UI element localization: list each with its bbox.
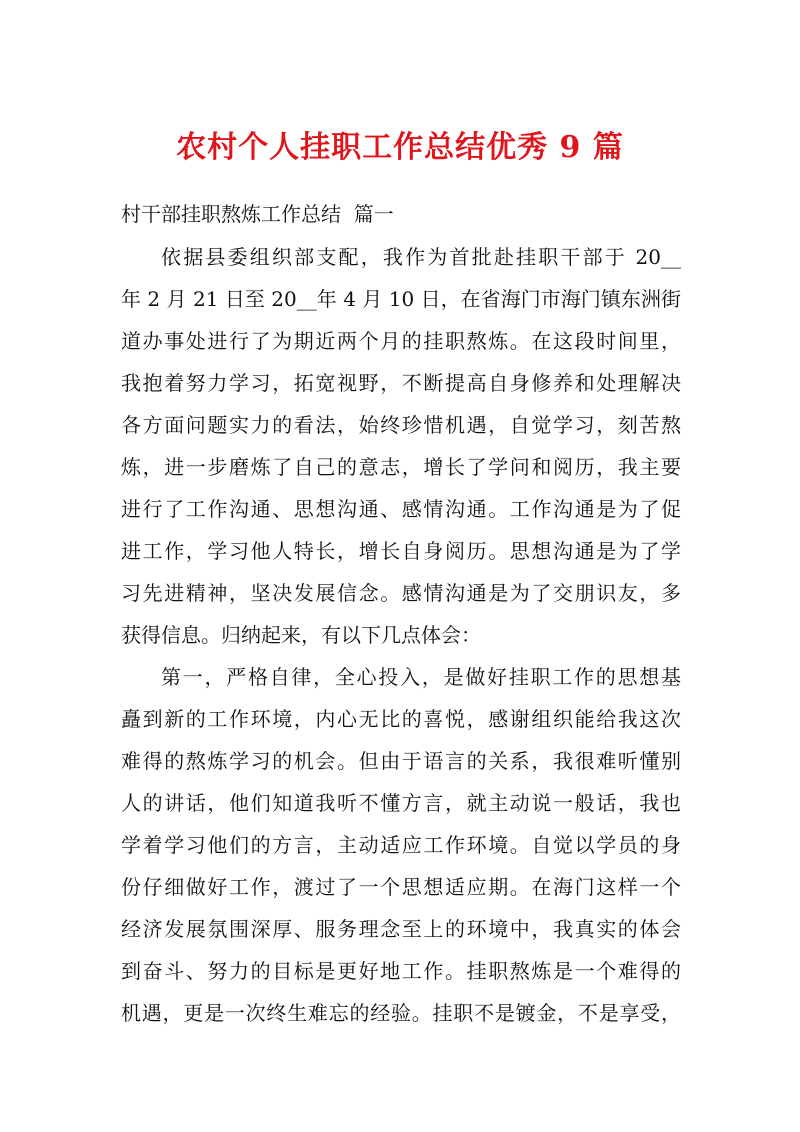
paragraph-2 (121, 656, 681, 1034)
paragraph-line: 第一，严格自律，全心投入，是做好挂职工作的思想基 (161, 665, 681, 689)
section-heading: 村干部挂职熬炼工作总结 篇一 (121, 202, 394, 226)
paragraph-line: 机遇，更是一次终生难忘的经验。挂职不是镀金，不是享受， (121, 1001, 681, 1025)
paragraph-1 (121, 236, 681, 656)
paragraph-line: 进工作，学习他人特长，增长自身阅历。思想沟通是为了学 (121, 539, 681, 563)
paragraph-line: 获得信息。归纳起来，有以下几点体会： (121, 623, 481, 647)
paragraph-line: 我抱着努力学习，拓宽视野，不断提高自身修养和处理解决 (121, 371, 681, 395)
paragraph-line: 经济发展氛围深厚、服务理念至上的环境中，我真实的体会 (121, 917, 681, 941)
paragraph-line: 年 2 月 21 日至 20__年 4 月 10 日，在省海门市海门镇东洲街 (121, 287, 681, 311)
paragraph-line: 进行了工作沟通、思想沟通、感情沟通。工作沟通是为了促 (121, 497, 681, 521)
paragraph-line: 人的讲话，他们知道我听不懂方言，就主动说一般话，我也 (121, 791, 681, 815)
paragraph-line: 炼，进一步磨炼了自己的意志，增长了学问和阅历，我主要 (121, 455, 681, 479)
paragraph-line: 依据县委组织部支配，我作为首批赴挂职干部于 20__ (161, 245, 681, 269)
paragraph-line: 份仔细做好工作，渡过了一个思想适应期。在海门这样一个 (121, 875, 681, 899)
paragraph-line: 矗到新的工作环境，内心无比的喜悦，感谢组织能给我这次 (121, 707, 681, 731)
paragraph-line: 到奋斗、努力的目标是更好地工作。挂职熬炼是一个难得的 (121, 959, 681, 983)
paragraph-line: 学着学习他们的方言，主动适应工作环境。自觉以学员的身 (121, 833, 681, 857)
paragraph-line: 难得的熬炼学习的机会。但由于语言的关系，我很难听懂别 (121, 749, 681, 773)
paragraph-line: 习先进精神，坚决发展信念。感情沟通是为了交朋识友，多 (121, 581, 681, 605)
document-title: 农村个人挂职工作总结优秀 9 篇 (176, 130, 624, 165)
paragraph-line: 各方面问题实力的看法，始终珍惜机遇，自觉学习，刻苦熬 (121, 413, 681, 437)
paragraph-line: 道办事处进行了为期近两个月的挂职熬炼。在这段时间里， (121, 329, 681, 353)
